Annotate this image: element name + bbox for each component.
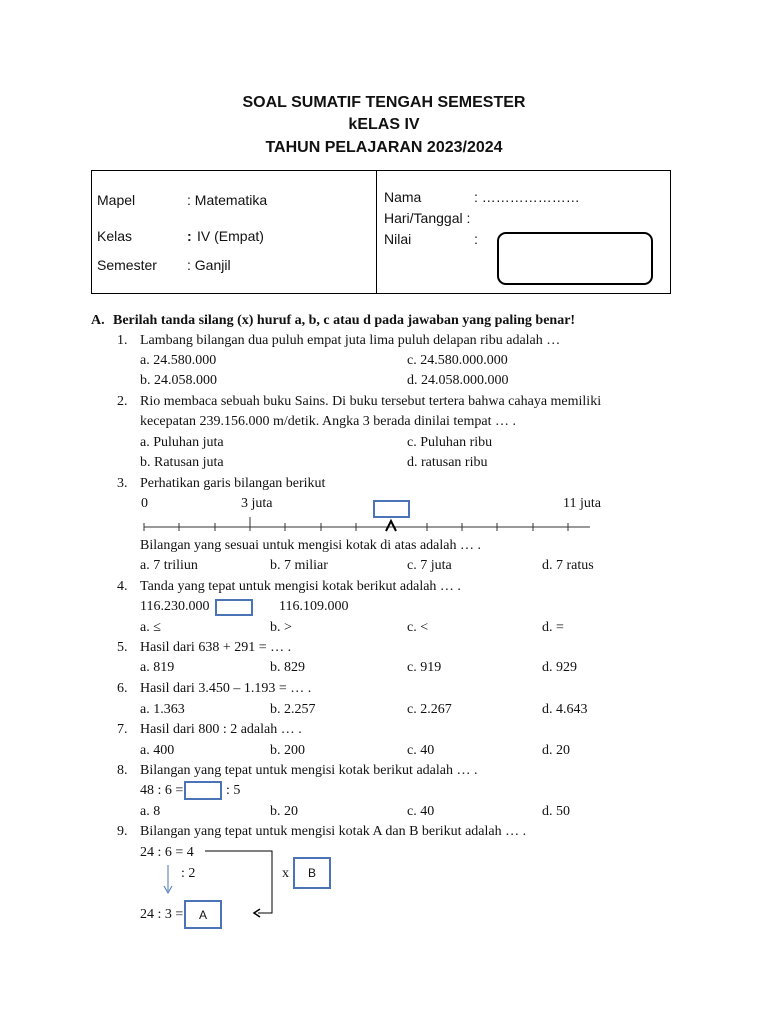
semester-label: Semester <box>97 257 157 273</box>
title-line-2: kELAS IV <box>348 116 420 133</box>
q8-right-expression: : 5 <box>226 783 241 798</box>
section-instruction: Berilah tanda silang (x) huruf a, b, c atau d pada jawaban yang paling benar! <box>113 313 576 328</box>
q3-option-a[interactable]: a. 7 triliun <box>140 558 198 573</box>
q8-option-d[interactable]: d. 50 <box>542 804 570 819</box>
q7-text: Hasil dari 800 : 2 adalah … . <box>140 722 302 737</box>
q1-option-c[interactable]: c. 24.580.000.000 <box>407 353 508 368</box>
q5-option-a[interactable]: a. 819 <box>140 660 175 675</box>
q8-answer-box[interactable] <box>184 781 222 800</box>
kelas-label: Kelas <box>97 228 133 244</box>
title-line-3: TAHUN PELAJARAN 2023/2024 <box>265 139 503 156</box>
info-table-divider <box>376 170 377 293</box>
q2-number: 2. <box>117 394 128 409</box>
kelas-value: IV (Empat) <box>197 228 264 244</box>
q8-left-expression: 48 : 6 = <box>140 783 184 798</box>
q3-question: Bilangan yang sesuai untuk mengisi kotak di atas adalah … . <box>140 538 481 553</box>
q1-option-d[interactable]: d. 24.058.000.000 <box>407 373 509 388</box>
mapel-label: Mapel <box>97 192 136 208</box>
q2-text-line-1: Rio membaca sebuah buku Sains. Di buku tersebut tertera bahwa cahaya memiliki <box>140 394 602 409</box>
nama-label: Nama <box>384 189 422 205</box>
q4-option-a[interactable]: a. ≤ <box>140 620 161 635</box>
q6-text: Hasil dari 3.450 – 1.193 = … . <box>140 681 312 696</box>
q5-option-d[interactable]: d. 929 <box>542 660 577 675</box>
q2-text-line-2: kecepatan 239.156.000 m/detik. Angka 3 berada dinilai tempat … . <box>140 414 516 429</box>
q3-number: 3. <box>117 476 128 491</box>
q2-option-d[interactable]: d. ratusan ribu <box>407 455 488 470</box>
q9-box-b[interactable]: B <box>293 857 331 889</box>
q9-times-sign: x <box>282 866 289 881</box>
q4-option-c[interactable]: c. < <box>407 620 429 635</box>
q9-equation-1: 24 : 6 = 4 <box>140 845 194 860</box>
number-line-answer-box[interactable] <box>373 500 410 518</box>
q4-right-number: 116.109.000 <box>279 599 349 614</box>
q3-option-d[interactable]: d. 7 ratus <box>542 558 594 573</box>
q1-number: 1. <box>117 333 128 348</box>
q4-option-d[interactable]: d. = <box>542 620 564 635</box>
q7-option-d[interactable]: d. 20 <box>542 743 570 758</box>
q4-left-number: 116.230.000 <box>140 599 210 614</box>
q6-option-b[interactable]: b. 2.257 <box>270 702 316 717</box>
kelas-colon: : <box>187 228 192 244</box>
nama-field[interactable]: : ………………… <box>474 189 580 205</box>
q3-text: Perhatikan garis bilangan berikut <box>140 476 326 491</box>
q3-option-b[interactable]: b. 7 miliar <box>270 558 328 573</box>
q8-option-b[interactable]: b. 20 <box>270 804 298 819</box>
q8-text: Bilangan yang tepat untuk mengisi kotak berikut adalah … . <box>140 763 478 778</box>
q4-answer-box[interactable] <box>215 599 253 616</box>
q6-number: 6. <box>117 681 128 696</box>
q9-box-a[interactable]: A <box>184 900 222 929</box>
q9-text: Bilangan yang tepat untuk mengisi kotak A dan B berikut adalah … . <box>140 824 527 839</box>
number-line <box>140 510 600 538</box>
q5-text: Hasil dari 638 + 291 = … . <box>140 640 292 655</box>
nilai-label: Nilai <box>384 231 412 247</box>
nilai-colon: : <box>474 231 478 247</box>
q5-number: 5. <box>117 640 128 655</box>
number-line-label-0: 0 <box>141 496 148 511</box>
q1-text: Lambang bilangan dua puluh empat juta lima puluh delapan ribu adalah … <box>140 333 561 348</box>
q1-option-a[interactable]: a. 24.580.000 <box>140 353 217 368</box>
q4-number: 4. <box>117 579 128 594</box>
semester-value: : Ganjil <box>187 257 231 273</box>
q9-number: 9. <box>117 824 128 839</box>
hari-tanggal-label: Hari/Tanggal : <box>384 210 471 226</box>
nilai-score-box[interactable] <box>497 232 653 285</box>
q6-option-a[interactable]: a. 1.363 <box>140 702 185 717</box>
q6-option-c[interactable]: c. 2.267 <box>407 702 452 717</box>
number-line-label-3-juta: 3 juta <box>241 496 273 511</box>
q5-option-c[interactable]: c. 919 <box>407 660 442 675</box>
title-line-1: SOAL SUMATIF TENGAH SEMESTER <box>242 94 526 111</box>
q4-option-b[interactable]: b. > <box>270 620 292 635</box>
q8-option-c[interactable]: c. 40 <box>407 804 435 819</box>
q5-option-b[interactable]: b. 829 <box>270 660 305 675</box>
q4-text: Tanda yang tepat untuk mengisi kotak berikut adalah … . <box>140 579 461 594</box>
mapel-value: : Matematika <box>187 192 268 208</box>
q7-option-b[interactable]: b. 200 <box>270 743 305 758</box>
number-line-label-11-juta: 11 juta <box>563 496 601 511</box>
q6-option-d[interactable]: d. 4.643 <box>542 702 588 717</box>
q8-number: 8. <box>117 763 128 778</box>
q7-option-a[interactable]: a. 400 <box>140 743 175 758</box>
q7-option-c[interactable]: c. 40 <box>407 743 435 758</box>
q2-option-b[interactable]: b. Ratusan juta <box>140 455 224 470</box>
q7-number: 7. <box>117 722 128 737</box>
q2-option-c[interactable]: c. Puluhan ribu <box>407 435 493 450</box>
q8-option-a[interactable]: a. 8 <box>140 804 161 819</box>
q9-divide-by-2: : 2 <box>181 866 196 881</box>
q1-option-b[interactable]: b. 24.058.000 <box>140 373 217 388</box>
q2-option-a[interactable]: a. Puluhan juta <box>140 435 224 450</box>
number-line-arrow-marker <box>386 521 396 531</box>
section-letter: A. <box>91 313 105 328</box>
q3-option-c[interactable]: c. 7 juta <box>407 558 452 573</box>
q9-equation-2: 24 : 3 = <box>140 907 184 922</box>
